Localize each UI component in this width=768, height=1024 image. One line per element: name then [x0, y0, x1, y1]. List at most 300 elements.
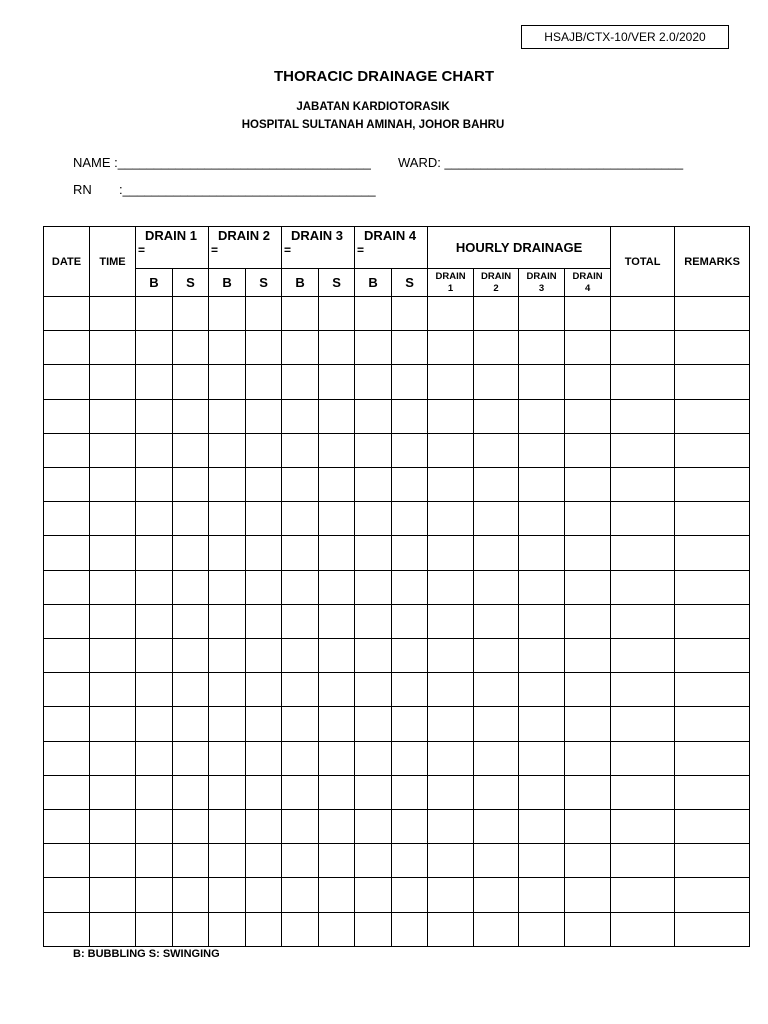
- table-cell[interactable]: [565, 810, 611, 844]
- table-cell[interactable]: [319, 844, 355, 878]
- table-cell[interactable]: [209, 536, 246, 570]
- table-cell[interactable]: [675, 878, 750, 912]
- table-cell[interactable]: [355, 331, 392, 365]
- table-cell[interactable]: [675, 673, 750, 707]
- table-cell[interactable]: [474, 570, 519, 604]
- table-cell[interactable]: [136, 399, 173, 433]
- table-cell[interactable]: [209, 297, 246, 331]
- table-cell[interactable]: [209, 502, 246, 536]
- table-cell[interactable]: [565, 502, 611, 536]
- table-cell[interactable]: [519, 468, 565, 502]
- table-cell[interactable]: [565, 468, 611, 502]
- table-cell[interactable]: [611, 536, 675, 570]
- table-cell[interactable]: [519, 536, 565, 570]
- table-cell[interactable]: [611, 810, 675, 844]
- table-cell[interactable]: [565, 639, 611, 673]
- table-cell[interactable]: [611, 844, 675, 878]
- table-cell[interactable]: [565, 331, 611, 365]
- table-cell[interactable]: [611, 878, 675, 912]
- table-cell[interactable]: [474, 468, 519, 502]
- table-cell[interactable]: [136, 844, 173, 878]
- table-cell[interactable]: [611, 297, 675, 331]
- table-cell[interactable]: [474, 502, 519, 536]
- table-cell[interactable]: [319, 912, 355, 946]
- table-cell[interactable]: [519, 399, 565, 433]
- table-cell[interactable]: [428, 810, 474, 844]
- table-cell[interactable]: [428, 673, 474, 707]
- table-cell[interactable]: [675, 365, 750, 399]
- table-cell[interactable]: [611, 570, 675, 604]
- table-cell[interactable]: [675, 912, 750, 946]
- table-cell[interactable]: [519, 604, 565, 638]
- table-cell[interactable]: [44, 878, 90, 912]
- table-cell[interactable]: [209, 365, 246, 399]
- table-cell[interactable]: [474, 844, 519, 878]
- table-cell[interactable]: [90, 331, 136, 365]
- table-cell[interactable]: [428, 639, 474, 673]
- table-cell[interactable]: [428, 502, 474, 536]
- table-cell[interactable]: [282, 707, 319, 741]
- table-cell[interactable]: [392, 639, 428, 673]
- table-cell[interactable]: [675, 502, 750, 536]
- table-cell[interactable]: [611, 433, 675, 467]
- table-cell[interactable]: [428, 707, 474, 741]
- table-cell[interactable]: [474, 365, 519, 399]
- table-cell[interactable]: [675, 810, 750, 844]
- table-cell[interactable]: [209, 878, 246, 912]
- table-cell[interactable]: [246, 810, 282, 844]
- table-cell[interactable]: [282, 468, 319, 502]
- table-cell[interactable]: [519, 570, 565, 604]
- table-cell[interactable]: [392, 433, 428, 467]
- table-cell[interactable]: [519, 673, 565, 707]
- table-cell[interactable]: [282, 639, 319, 673]
- table-cell[interactable]: [319, 741, 355, 775]
- table-cell[interactable]: [136, 502, 173, 536]
- table-cell[interactable]: [611, 468, 675, 502]
- table-cell[interactable]: [392, 741, 428, 775]
- table-cell[interactable]: [355, 365, 392, 399]
- table-cell[interactable]: [392, 570, 428, 604]
- table-cell[interactable]: [136, 810, 173, 844]
- table-cell[interactable]: [246, 673, 282, 707]
- table-cell[interactable]: [209, 810, 246, 844]
- table-cell[interactable]: [611, 741, 675, 775]
- table-cell[interactable]: [44, 433, 90, 467]
- table-cell[interactable]: [173, 433, 209, 467]
- table-cell[interactable]: [136, 878, 173, 912]
- table-cell[interactable]: [675, 297, 750, 331]
- table-cell[interactable]: [355, 399, 392, 433]
- table-cell[interactable]: [355, 878, 392, 912]
- table-cell[interactable]: [675, 536, 750, 570]
- table-cell[interactable]: [246, 639, 282, 673]
- table-cell[interactable]: [246, 878, 282, 912]
- table-cell[interactable]: [392, 399, 428, 433]
- table-cell[interactable]: [565, 297, 611, 331]
- table-cell[interactable]: [519, 331, 565, 365]
- table-cell[interactable]: [611, 673, 675, 707]
- table-cell[interactable]: [44, 536, 90, 570]
- table-cell[interactable]: [474, 707, 519, 741]
- table-cell[interactable]: [136, 433, 173, 467]
- table-cell[interactable]: [519, 433, 565, 467]
- table-cell[interactable]: [319, 399, 355, 433]
- table-cell[interactable]: [319, 468, 355, 502]
- table-cell[interactable]: [355, 741, 392, 775]
- table-cell[interactable]: [428, 878, 474, 912]
- table-cell[interactable]: [474, 536, 519, 570]
- table-cell[interactable]: [355, 604, 392, 638]
- table-cell[interactable]: [474, 433, 519, 467]
- table-cell[interactable]: [392, 468, 428, 502]
- table-cell[interactable]: [675, 844, 750, 878]
- table-cell[interactable]: [392, 775, 428, 809]
- table-cell[interactable]: [428, 536, 474, 570]
- table-cell[interactable]: [319, 810, 355, 844]
- table-cell[interactable]: [519, 365, 565, 399]
- table-cell[interactable]: [136, 536, 173, 570]
- table-cell[interactable]: [173, 604, 209, 638]
- table-cell[interactable]: [173, 570, 209, 604]
- table-cell[interactable]: [565, 365, 611, 399]
- table-cell[interactable]: [173, 399, 209, 433]
- table-cell[interactable]: [474, 810, 519, 844]
- table-cell[interactable]: [675, 604, 750, 638]
- table-cell[interactable]: [44, 810, 90, 844]
- table-cell[interactable]: [209, 639, 246, 673]
- table-cell[interactable]: [675, 707, 750, 741]
- table-cell[interactable]: [392, 844, 428, 878]
- table-cell[interactable]: [611, 707, 675, 741]
- table-cell[interactable]: [355, 707, 392, 741]
- table-cell[interactable]: [319, 297, 355, 331]
- table-cell[interactable]: [282, 741, 319, 775]
- table-cell[interactable]: [675, 639, 750, 673]
- table-cell[interactable]: [282, 570, 319, 604]
- table-cell[interactable]: [136, 707, 173, 741]
- table-cell[interactable]: [246, 912, 282, 946]
- table-cell[interactable]: [565, 878, 611, 912]
- table-cell[interactable]: [355, 673, 392, 707]
- table-cell[interactable]: [282, 604, 319, 638]
- table-cell[interactable]: [209, 604, 246, 638]
- table-cell[interactable]: [474, 331, 519, 365]
- table-cell[interactable]: [675, 331, 750, 365]
- table-cell[interactable]: [209, 399, 246, 433]
- table-cell[interactable]: [611, 399, 675, 433]
- table-cell[interactable]: [392, 536, 428, 570]
- table-cell[interactable]: [428, 912, 474, 946]
- table-cell[interactable]: [90, 399, 136, 433]
- table-cell[interactable]: [44, 707, 90, 741]
- table-cell[interactable]: [282, 399, 319, 433]
- table-cell[interactable]: [319, 331, 355, 365]
- table-cell[interactable]: [675, 741, 750, 775]
- table-cell[interactable]: [136, 570, 173, 604]
- table-cell[interactable]: [209, 673, 246, 707]
- table-cell[interactable]: [355, 502, 392, 536]
- table-cell[interactable]: [90, 365, 136, 399]
- table-cell[interactable]: [519, 741, 565, 775]
- table-cell[interactable]: [565, 741, 611, 775]
- table-cell[interactable]: [319, 878, 355, 912]
- table-cell[interactable]: [173, 536, 209, 570]
- table-cell[interactable]: [355, 297, 392, 331]
- table-cell[interactable]: [565, 604, 611, 638]
- table-cell[interactable]: [355, 468, 392, 502]
- table-cell[interactable]: [136, 673, 173, 707]
- table-cell[interactable]: [565, 775, 611, 809]
- table-cell[interactable]: [319, 775, 355, 809]
- table-cell[interactable]: [519, 639, 565, 673]
- table-cell[interactable]: [209, 707, 246, 741]
- table-cell[interactable]: [565, 673, 611, 707]
- table-cell[interactable]: [474, 878, 519, 912]
- table-cell[interactable]: [90, 673, 136, 707]
- table-cell[interactable]: [173, 365, 209, 399]
- table-cell[interactable]: [474, 673, 519, 707]
- table-cell[interactable]: [173, 707, 209, 741]
- table-cell[interactable]: [173, 673, 209, 707]
- table-cell[interactable]: [90, 810, 136, 844]
- table-cell[interactable]: [611, 912, 675, 946]
- table-cell[interactable]: [392, 878, 428, 912]
- table-cell[interactable]: [474, 912, 519, 946]
- table-cell[interactable]: [90, 912, 136, 946]
- table-cell[interactable]: [44, 468, 90, 502]
- table-cell[interactable]: [90, 604, 136, 638]
- table-cell[interactable]: [565, 707, 611, 741]
- table-cell[interactable]: [136, 331, 173, 365]
- table-cell[interactable]: [675, 433, 750, 467]
- table-cell[interactable]: [282, 844, 319, 878]
- table-cell[interactable]: [611, 331, 675, 365]
- table-cell[interactable]: [428, 365, 474, 399]
- table-cell[interactable]: [319, 707, 355, 741]
- table-cell[interactable]: [246, 331, 282, 365]
- table-cell[interactable]: [519, 707, 565, 741]
- table-cell[interactable]: [392, 604, 428, 638]
- table-cell[interactable]: [428, 297, 474, 331]
- rn-field[interactable]: [73, 182, 376, 197]
- table-cell[interactable]: [519, 878, 565, 912]
- table-cell[interactable]: [392, 297, 428, 331]
- table-cell[interactable]: [392, 810, 428, 844]
- table-cell[interactable]: [136, 604, 173, 638]
- table-cell[interactable]: [246, 468, 282, 502]
- table-cell[interactable]: [319, 502, 355, 536]
- table-cell[interactable]: [246, 297, 282, 331]
- ward-field[interactable]: WARD: _________________________________: [398, 155, 684, 170]
- table-cell[interactable]: [319, 536, 355, 570]
- table-cell[interactable]: [519, 810, 565, 844]
- table-cell[interactable]: [319, 673, 355, 707]
- table-cell[interactable]: [90, 639, 136, 673]
- table-cell[interactable]: [209, 844, 246, 878]
- table-cell[interactable]: [565, 844, 611, 878]
- table-cell[interactable]: [565, 433, 611, 467]
- table-cell[interactable]: [355, 912, 392, 946]
- table-cell[interactable]: [44, 639, 90, 673]
- table-cell[interactable]: [675, 468, 750, 502]
- table-cell[interactable]: [209, 433, 246, 467]
- table-cell[interactable]: [565, 399, 611, 433]
- table-cell[interactable]: [282, 810, 319, 844]
- table-cell[interactable]: [392, 502, 428, 536]
- table-cell[interactable]: [44, 775, 90, 809]
- table-cell[interactable]: [474, 639, 519, 673]
- table-cell[interactable]: [282, 502, 319, 536]
- table-cell[interactable]: [173, 741, 209, 775]
- table-cell[interactable]: [246, 399, 282, 433]
- table-cell[interactable]: [90, 844, 136, 878]
- table-cell[interactable]: [611, 365, 675, 399]
- table-cell[interactable]: [246, 536, 282, 570]
- table-cell[interactable]: [209, 741, 246, 775]
- table-cell[interactable]: [246, 604, 282, 638]
- table-cell[interactable]: [246, 433, 282, 467]
- table-cell[interactable]: [611, 639, 675, 673]
- table-cell[interactable]: [209, 775, 246, 809]
- table-cell[interactable]: [319, 604, 355, 638]
- table-cell[interactable]: [246, 365, 282, 399]
- table-cell[interactable]: [565, 536, 611, 570]
- table-cell[interactable]: [90, 775, 136, 809]
- table-cell[interactable]: [611, 775, 675, 809]
- table-cell[interactable]: [428, 844, 474, 878]
- table-cell[interactable]: [428, 775, 474, 809]
- table-cell[interactable]: [90, 502, 136, 536]
- table-cell[interactable]: [246, 741, 282, 775]
- table-cell[interactable]: [355, 844, 392, 878]
- table-cell[interactable]: [355, 570, 392, 604]
- table-cell[interactable]: [611, 604, 675, 638]
- table-cell[interactable]: [173, 810, 209, 844]
- table-cell[interactable]: [136, 639, 173, 673]
- table-cell[interactable]: [173, 912, 209, 946]
- table-cell[interactable]: [136, 365, 173, 399]
- table-cell[interactable]: [392, 673, 428, 707]
- table-cell[interactable]: [428, 331, 474, 365]
- table-cell[interactable]: [392, 365, 428, 399]
- table-cell[interactable]: [355, 433, 392, 467]
- table-cell[interactable]: [319, 433, 355, 467]
- table-cell[interactable]: [392, 707, 428, 741]
- table-cell[interactable]: [173, 844, 209, 878]
- table-cell[interactable]: [428, 570, 474, 604]
- table-cell[interactable]: [90, 433, 136, 467]
- table-cell[interactable]: [246, 844, 282, 878]
- table-cell[interactable]: [209, 570, 246, 604]
- table-cell[interactable]: [209, 468, 246, 502]
- table-cell[interactable]: [282, 297, 319, 331]
- table-cell[interactable]: [136, 775, 173, 809]
- table-cell[interactable]: [44, 297, 90, 331]
- table-cell[interactable]: [355, 639, 392, 673]
- table-cell[interactable]: [173, 775, 209, 809]
- table-cell[interactable]: [282, 536, 319, 570]
- table-cell[interactable]: [209, 331, 246, 365]
- table-cell[interactable]: [44, 844, 90, 878]
- table-cell[interactable]: [474, 399, 519, 433]
- table-cell[interactable]: [173, 502, 209, 536]
- table-cell[interactable]: [474, 604, 519, 638]
- table-cell[interactable]: [90, 707, 136, 741]
- table-cell[interactable]: [90, 741, 136, 775]
- table-cell[interactable]: [282, 912, 319, 946]
- table-cell[interactable]: [136, 912, 173, 946]
- table-cell[interactable]: [355, 810, 392, 844]
- table-cell[interactable]: [675, 775, 750, 809]
- table-cell[interactable]: [565, 570, 611, 604]
- table-cell[interactable]: [90, 297, 136, 331]
- table-cell[interactable]: [44, 399, 90, 433]
- table-cell[interactable]: [173, 639, 209, 673]
- table-cell[interactable]: [519, 912, 565, 946]
- table-cell[interactable]: [519, 775, 565, 809]
- table-cell[interactable]: [282, 331, 319, 365]
- table-cell[interactable]: [282, 365, 319, 399]
- table-cell[interactable]: [44, 331, 90, 365]
- table-cell[interactable]: [355, 536, 392, 570]
- table-cell[interactable]: [246, 502, 282, 536]
- table-cell[interactable]: [428, 399, 474, 433]
- table-cell[interactable]: [246, 775, 282, 809]
- table-cell[interactable]: [611, 502, 675, 536]
- table-cell[interactable]: [173, 878, 209, 912]
- table-cell[interactable]: [474, 775, 519, 809]
- table-cell[interactable]: [246, 707, 282, 741]
- table-cell[interactable]: [428, 468, 474, 502]
- table-cell[interactable]: [173, 331, 209, 365]
- table-cell[interactable]: [282, 775, 319, 809]
- table-cell[interactable]: [44, 912, 90, 946]
- table-cell[interactable]: [355, 775, 392, 809]
- name-field[interactable]: NAME :___________________________________: [73, 155, 371, 170]
- table-cell[interactable]: [428, 433, 474, 467]
- table-cell[interactable]: [246, 570, 282, 604]
- table-cell[interactable]: [392, 912, 428, 946]
- table-cell[interactable]: [44, 570, 90, 604]
- table-cell[interactable]: [44, 673, 90, 707]
- table-cell[interactable]: [319, 639, 355, 673]
- table-cell[interactable]: [428, 604, 474, 638]
- table-cell[interactable]: [90, 878, 136, 912]
- table-cell[interactable]: [428, 741, 474, 775]
- table-cell[interactable]: [675, 570, 750, 604]
- table-cell[interactable]: [675, 399, 750, 433]
- table-cell[interactable]: [44, 365, 90, 399]
- table-cell[interactable]: [519, 844, 565, 878]
- table-cell[interactable]: [474, 297, 519, 331]
- table-cell[interactable]: [319, 570, 355, 604]
- table-cell[interactable]: [209, 912, 246, 946]
- table-cell[interactable]: [282, 433, 319, 467]
- table-cell[interactable]: [173, 468, 209, 502]
- table-cell[interactable]: [90, 536, 136, 570]
- table-cell[interactable]: [519, 502, 565, 536]
- table-cell[interactable]: [136, 468, 173, 502]
- table-cell[interactable]: [44, 604, 90, 638]
- table-cell[interactable]: [319, 365, 355, 399]
- table-cell[interactable]: [474, 741, 519, 775]
- table-cell[interactable]: [44, 502, 90, 536]
- table-cell[interactable]: [519, 297, 565, 331]
- table-cell[interactable]: [136, 741, 173, 775]
- table-cell[interactable]: [282, 673, 319, 707]
- table-cell[interactable]: [173, 297, 209, 331]
